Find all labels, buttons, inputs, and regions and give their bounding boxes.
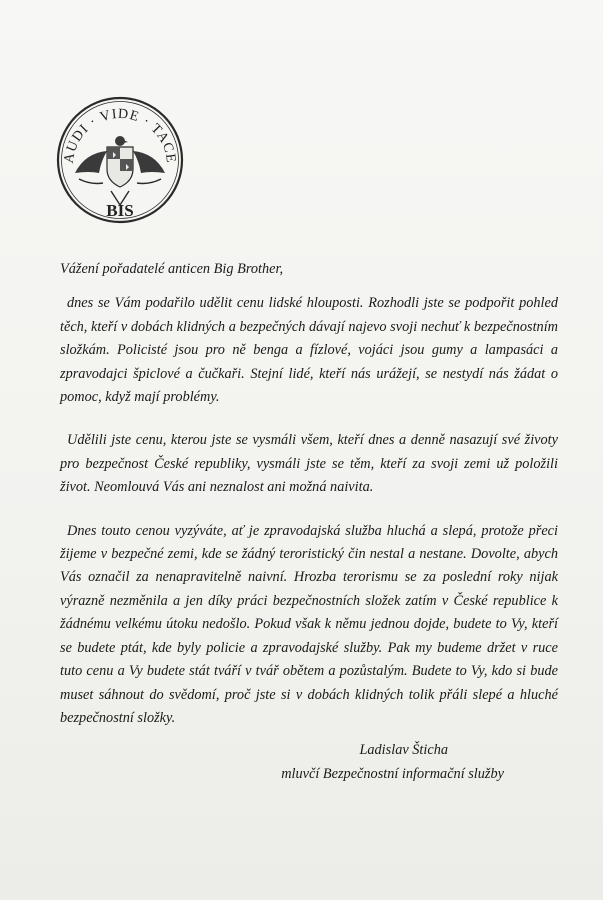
paragraph-3: Dnes touto cenou vyzýváte, ať je zpravodajská služba hluchá a slepá, protože přeci žijeme v bezpečné zemi, kde se žádný teroristický čin nestal a nestane. Dovolte, abych Vás označil za nenapravitelně naivní. Hrozba terorismu se za poslední roky nijak výrazně nezměnila a jen díky práci bezpečnostních složek zatím v České republice k žádnému velkému útoku nedošlo. Pokud však k němu jednou dojde, budete to Vy, kteří se budete ptát, kde byly policie a zpravodajské služby. Pak my budeme držet v ruce tuto cenu a Vy budete stát tváří v tvář obětem a pozůstalým. Budete to Vy, kdo si bude muset sáhnout do svědomí, proč jste si v dobách klidných tolik přáli slepé a hluché bezpečnostní složky. bbox=[60, 522, 558, 726]
bis-seal-logo bbox=[55, 95, 185, 225]
signature-title: mluvčí Bezpečnostní informační služby bbox=[281, 765, 504, 782]
letter-body bbox=[60, 258, 558, 786]
signature-name: Ladislav Šticha bbox=[359, 742, 448, 759]
bis-seal-emblem bbox=[55, 95, 185, 225]
signature-block bbox=[60, 739, 558, 786]
paragraph-2: Udělili jste cenu, kterou jste se vysmáli všem, kteří dnes a denně nasazují své životy pro bezpečnost České republiky, vysmáli jste se těm, kteří za svoji zemi už položili život. Neomlouvá Vás ani neznalost ani možná naivita. bbox=[60, 432, 558, 496]
salutation: Vážení pořadatelé anticen Big Brother, bbox=[60, 261, 284, 277]
paragraph-1: dnes se Vám podařilo udělit cenu lidské hlouposti. Rozhodli jste se podpořit pohled těch, kteří v dobách klidných a bezpečných dávají najevo svoji nechuť k bezpečnostním složkám. Policisté jsou pro ně benga a fízlové, vojáci jsou gumy a lampasáci a zpravodajci špiclové a čučkaři. Stejní lidé, kteří nás urážejí, se nestydí nás žádat o pomoc, když mají problémy. bbox=[60, 295, 558, 406]
seal-abbreviation: BIS bbox=[106, 201, 134, 220]
seal-motto: AUDI · VIDE · TACE bbox=[61, 106, 179, 165]
